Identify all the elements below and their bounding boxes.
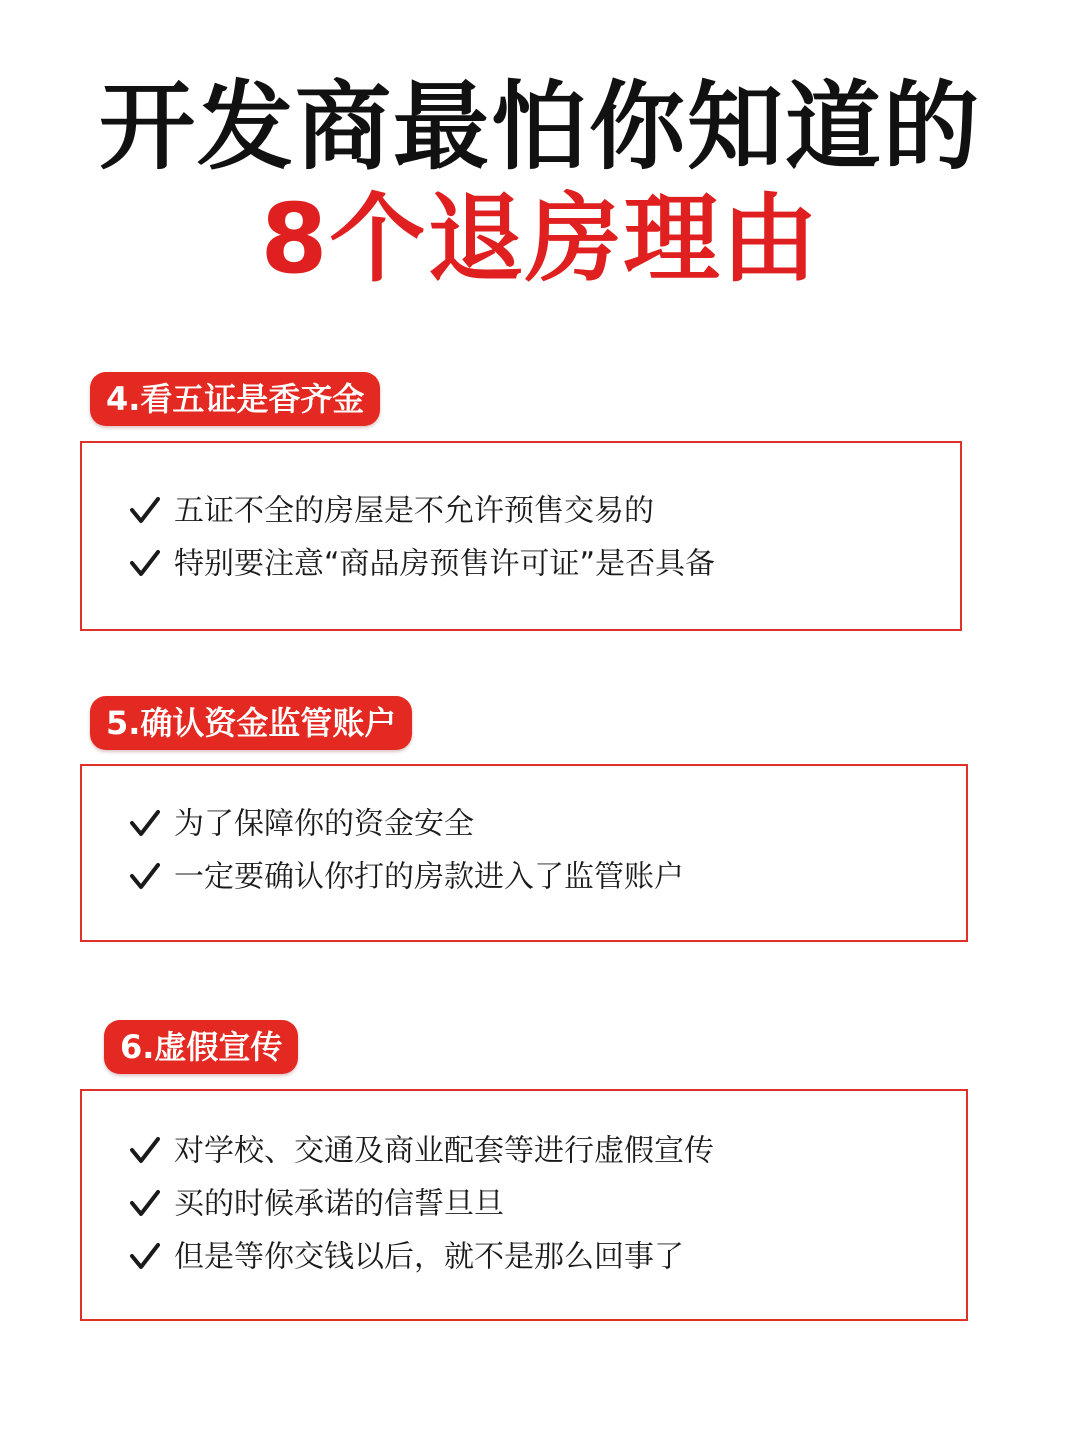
list-item [128,1131,714,1171]
section-4-tag: 4.看五证是香齐金 [90,372,380,426]
list-item-text: 特别要注意“商品房预售许可证”是否具备 [174,546,716,582]
list-item-text: 五证不全的房屋是不允许预售交易的 [174,493,654,529]
list-item-text: 一定要确认你打的房款进入了监管账户 [174,859,684,895]
list-item [128,544,715,584]
checkmark-icon [128,546,162,580]
list-item-text: 对学校、交通及商业配套等进行虚假宣传 [174,1133,714,1169]
list-item [128,1237,684,1277]
section-4-box [80,441,962,631]
section-5-tag: 5.确认资金监管账户 [90,696,412,750]
list-item-text: 买的时候承诺的信誓旦旦 [174,1186,504,1222]
section-5-box [80,764,968,942]
list-item [128,804,474,844]
section-6-tag: 6.虚假宣传 [104,1020,298,1074]
section-6-box [80,1089,968,1321]
list-item [128,491,654,531]
checkmark-icon [128,493,162,527]
checkmark-icon [128,1133,162,1167]
list-item [128,857,684,897]
page-subtitle: 8个退房理由 [260,183,820,295]
checkmark-icon [128,1239,162,1273]
checkmark-icon [128,806,162,840]
list-item-text: 但是等你交钱以后，就不是那么回事了 [174,1239,684,1275]
checkmark-icon [128,859,162,893]
list-item [128,1184,504,1224]
page-title: 开发商最怕你知道的 [99,71,981,183]
list-item-text: 为了保障你的资金安全 [174,806,474,842]
checkmark-icon [128,1186,162,1220]
